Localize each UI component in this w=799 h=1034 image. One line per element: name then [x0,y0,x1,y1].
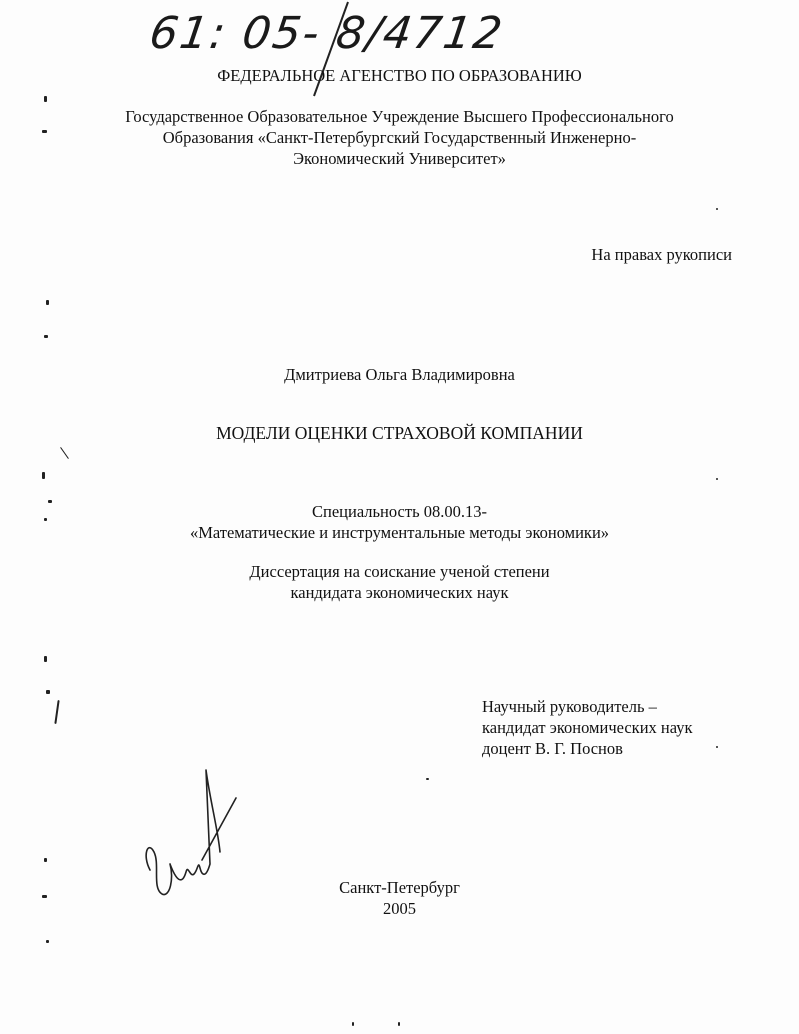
degree-line-1: Диссертация на соискание ученой степени [249,562,550,581]
scan-speck [44,518,47,521]
scan-speck [42,895,47,898]
scan-speck [46,300,49,305]
scan-speck [398,1022,400,1026]
agency-name: ФЕДЕРАЛЬНОЕ АГЕНСТВО ПО ОБРАЗОВАНИЮ [217,66,582,85]
scan-speck [46,690,50,694]
scan-speck [44,656,47,662]
archive-code-handwritten: 61: 05- 8/4712 [146,8,508,59]
supervisor-line-3: доцент В. Г. Поснов [482,739,623,758]
scan-speck [48,500,52,503]
scan-speck [716,746,718,748]
place: Санкт-Петербург [339,878,460,897]
institution-line-2: Образования «Санкт-Петербургский Государственный Инженерно- [162,128,637,147]
scan-speck [716,478,718,480]
institution-line-1: Государственное Образовательное Учреждение Высшего Профессионального [125,107,674,126]
institution-line-3: Экономический Университет» [293,149,506,168]
scan-speck [44,96,47,102]
scan-speck [352,1022,354,1026]
specialty-line-2: «Математические и инструментальные методы экономики» [189,523,610,542]
scan-speck [46,940,49,943]
scan-speck [42,472,45,479]
scan-speck [44,335,48,338]
manuscript-rights: На правах рукописи [591,245,732,264]
specialty-line-1: Специальность 08.00.13- [312,502,487,521]
scan-speck [42,130,47,133]
scan-speck [44,858,47,862]
scan-speck [426,778,429,780]
supervisor-line-1: Научный руководитель – [482,697,657,716]
scan-stroke [54,700,59,724]
author-name: Дмитриева Ольга Владимировна [284,365,515,384]
dissertation-title: МОДЕЛИ ОЦЕНКИ СТРАХОВОЙ КОМПАНИИ [216,423,583,443]
year: 2005 [383,899,416,918]
degree-line-2: кандидата экономических наук [290,583,509,602]
scan-speck [716,208,718,210]
scan-stroke [60,447,69,459]
supervisor-line-2: кандидат экономических наук [482,718,693,737]
